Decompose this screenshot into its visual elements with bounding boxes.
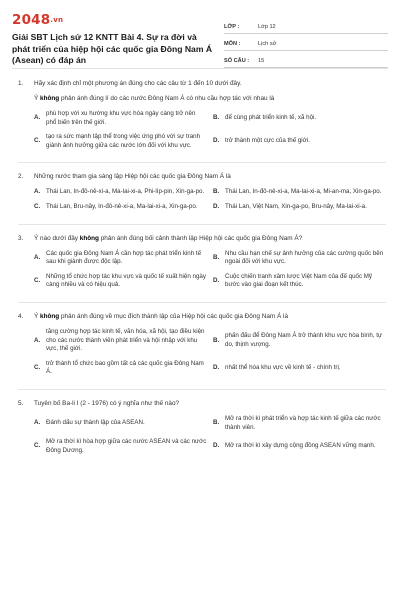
stem-emphasis: không (40, 312, 60, 320)
option-text: Mở ra thời kì xây dựng cộng đồng ASEAN vững mạnh. (225, 442, 376, 450)
meta-value: Lớp 12 (258, 24, 276, 30)
option-text: tăng cường hợp tác kinh tế, văn hóa, xã hội, tạo điều kiện cho các nước thành viên phát triển và hội nhập với khu vực, thế giới. (46, 327, 205, 353)
option-text: phấn đấu để Đông Nam Á trở thành khu vực hòa bình, tự do, thịnh vượng. (225, 332, 383, 348)
logo-text: 2048 (12, 12, 51, 28)
question-separator (18, 162, 386, 163)
option-a[interactable] (34, 110, 207, 127)
question-stem (18, 79, 386, 88)
option-b[interactable] (213, 328, 386, 354)
question-stem (18, 399, 386, 408)
document-title: Giải SBT Lịch sử 12 KNTT Bài 4. Sự ra đời và phát triển của hiệp hội các quốc gia Đông Nam Á (Asean) có đáp án (12, 32, 213, 65)
document-header (0, 0, 400, 68)
option-text: Thái Lan, In-đô-nê-xi-a, Ma-lai-xi-a, Mi-an-ma, Xin-ga-po. (225, 188, 382, 196)
question-stem (18, 234, 386, 243)
option-d[interactable] (213, 273, 386, 290)
option-d[interactable] (213, 360, 386, 377)
answer-options (34, 250, 386, 290)
option-text: Thái Lan, Việt Nam, Xin-ga-po, Bru-nây, Ma-lai-xi-a. (225, 202, 367, 210)
question-separator (18, 389, 386, 390)
question-separator (18, 302, 386, 303)
question-prompt (34, 94, 386, 103)
option-key: D. (213, 364, 220, 372)
meta-value: 15 (258, 58, 265, 64)
option-text: Đánh dấu sự thành lập của ASEAN. (46, 419, 145, 427)
question-stem (18, 172, 386, 181)
option-key: B. (213, 253, 220, 261)
meta-key: MÔN : (224, 41, 241, 47)
question-number: 4. (18, 312, 24, 320)
question-separator (18, 224, 386, 225)
option-text: nhất thể hóa khu vực về kinh tế - chính trị. (225, 364, 341, 372)
question-stem (18, 312, 386, 321)
option-text: tạo ra sức mạnh tập thể trong việc ứng phó với sự tranh giành ảnh hưởng giữa các nước lớn đối với khu vực. (46, 133, 201, 149)
option-key: B. (213, 114, 220, 122)
stem-emphasis: không (79, 234, 99, 242)
option-key: A. (34, 419, 41, 427)
option-key: D. (213, 137, 220, 145)
option-text: Nhu cầu hạn chế sự ảnh hưởng của các cường quốc bên ngoài đối với khu vực. (225, 249, 384, 266)
answer-options (34, 415, 386, 455)
option-text: Mở ra thời kì hòa hợp giữa các nước ASEAN và các nước Đông Dương. (46, 438, 207, 454)
meta-key: LỚP : (224, 24, 240, 30)
option-key: B. (213, 419, 220, 427)
option-key: C. (34, 277, 41, 285)
option-key: D. (213, 277, 220, 285)
option-key: C. (34, 137, 41, 145)
question-number: 3. (18, 234, 24, 242)
option-b[interactable] (213, 250, 386, 267)
answer-options (34, 110, 386, 150)
option-key: A. (34, 114, 41, 122)
question-text: Tuyên bố Ba-li I (2 - 1976) có ý nghĩa như thế nào? (34, 399, 180, 407)
option-key: C. (34, 442, 41, 450)
option-b[interactable] (213, 188, 386, 197)
question-1 (18, 79, 386, 150)
logo-suffix: .vn (50, 16, 64, 24)
option-key: A. (34, 336, 41, 344)
stem-post: phản ánh đúng về mục đích thành lập của Hiệp hội các quốc gia Đông Nam Á là (59, 312, 289, 320)
header-left (12, 12, 224, 68)
meta-row-count (224, 51, 388, 68)
option-b[interactable] (213, 415, 386, 432)
meta-key: SỐ CÂU : (224, 58, 250, 64)
option-key: C. (34, 202, 41, 210)
option-d[interactable] (213, 203, 386, 212)
option-key: C. (34, 364, 41, 372)
option-key: B. (213, 188, 220, 196)
option-a[interactable] (34, 188, 207, 197)
option-c[interactable] (34, 273, 207, 290)
prompt-pre: Ý (34, 95, 41, 102)
document-meta (224, 17, 388, 68)
meta-value: Lịch sử (258, 41, 277, 47)
stem-post: phản ánh đúng bối cảnh thành lập Hiệp hội các quốc gia Đông Nam Á? (98, 234, 303, 242)
site-logo[interactable] (12, 12, 216, 28)
option-a[interactable] (34, 328, 207, 354)
option-text: Những tổ chức hợp tác khu vực và quốc tế xuất hiện ngày càng nhiều và có hiệu quả. (46, 272, 206, 289)
option-c[interactable] (34, 438, 207, 455)
option-key: D. (213, 202, 220, 210)
option-text: Thái Lan, In-đô-nê-xi-a, Ma-lai-xi-a, Phi-líp-pin, Xin-ga-po. (46, 188, 205, 196)
option-text: trở thành một cực của thế giới. (225, 137, 310, 145)
stem-pre: Ý (34, 312, 41, 320)
option-text: Các quốc gia Đông Nam Á cần hợp tác phát triển kinh tế sau khi giành được độc lập. (46, 249, 202, 266)
option-a[interactable] (34, 415, 207, 432)
option-c[interactable] (34, 360, 207, 377)
option-text: phù hợp với xu hướng khu vực hóa ngày càng trở nên phổ biến trên thế giới. (46, 110, 196, 126)
option-text: Mở ra thời kì phát triển và hợp tác kinh tế giữa các nước thành viên. (225, 414, 381, 431)
question-text: Những nước tham gia sáng lập Hiệp hội các quốc gia Đông Nam Á là (34, 173, 231, 181)
question-4 (18, 312, 386, 377)
option-d[interactable] (213, 438, 386, 455)
question-3 (18, 234, 386, 290)
question-list (0, 69, 400, 455)
question-number: 1. (18, 80, 24, 87)
option-key: A. (34, 188, 41, 196)
option-key: D. (213, 442, 220, 450)
option-text: Cuộc chiến tranh xâm lược Việt Nam của đế quốc Mỹ bước vào giai đoạn kết thúc. (225, 272, 373, 289)
option-d[interactable] (213, 133, 386, 150)
option-text: để cùng phát triển kinh tế, xã hội. (225, 114, 317, 122)
option-key: B. (213, 336, 220, 344)
question-number: 2. (18, 173, 24, 181)
prompt-post: phản ánh đúng lí do các nước Đông Nam Á có nhu cầu hợp tác với nhau là (59, 95, 275, 102)
question-2 (18, 172, 386, 211)
option-key: A. (34, 253, 41, 261)
answer-options (34, 328, 386, 377)
stem-pre: Ý nào dưới đây (34, 234, 80, 242)
option-a[interactable] (34, 250, 207, 267)
question-number: 5. (18, 399, 24, 407)
option-text: trở thành tổ chức bao gồm tất cả các quốc gia Đông Nam Á. (46, 359, 204, 376)
question-5 (18, 399, 386, 455)
question-text: Hãy xác định chỉ một phương án đúng cho các câu từ 1 đến 10 dưới đây. (34, 80, 242, 87)
meta-row-subject (224, 34, 388, 51)
meta-row-class (224, 17, 388, 34)
answer-options (34, 188, 386, 211)
option-b[interactable] (213, 110, 386, 127)
question-text (34, 312, 288, 321)
question-text (34, 234, 302, 243)
option-c[interactable] (34, 133, 207, 150)
prompt-emphasis: không (40, 95, 60, 102)
option-c[interactable] (34, 203, 207, 212)
option-text: Thái Lan, Bru-nây, In-đô-nê-xi-a, Ma-lai-xi-a, Xin-ga-po. (46, 202, 198, 210)
